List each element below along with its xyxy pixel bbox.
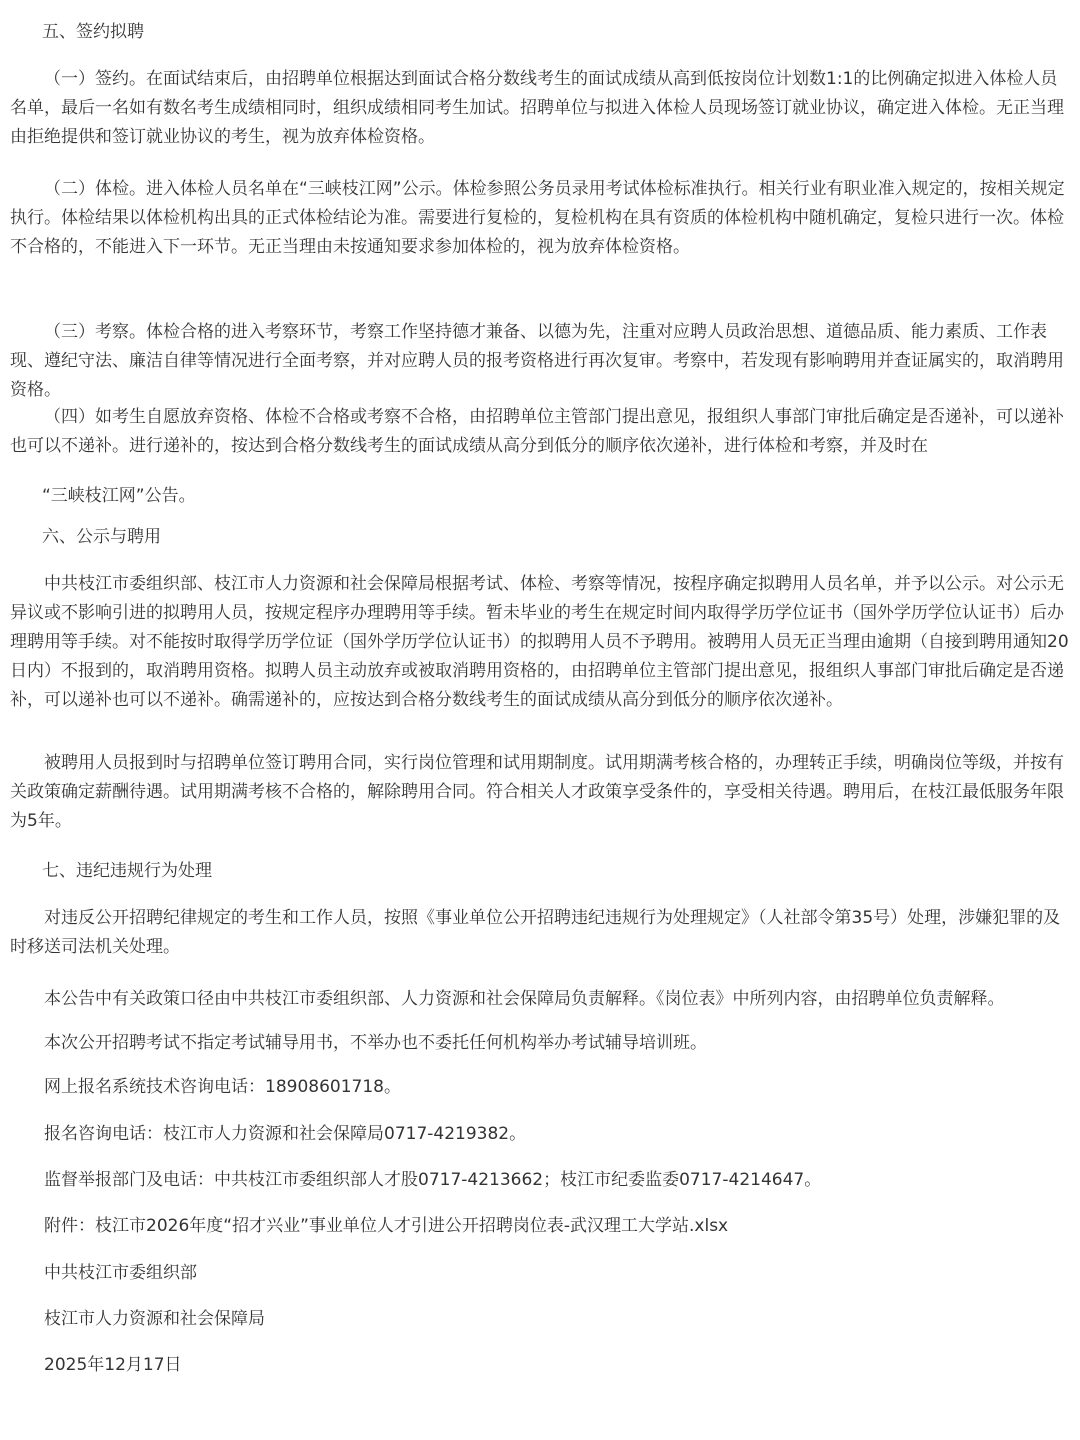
note-registration-phone: 报名咨询电话：枝江市人力资源和社会保障局0717-4219382。 <box>44 1124 527 1144</box>
section5-paragraph-signing: （一）签约。在面试结束后，由招聘单位根据达到面试合格分数线考生的面试成绩从高到低按岗位计划数1:1的比例确定拟进入体检人员名单，最后一名如有数名考生成绩相同时，组织成绩相同考生加试。招聘单位与拟进入体检人员现场签订就业协议，确定进入体检。无正当理由拒绝提供和签订就业协议的考生，视为放弃体检资格。 <box>10 69 1064 147</box>
note-supervision-phone: 监督举报部门及电话：中共枝江市委组织部人才股0717-4213662；枝江市纪委监委0717-4214647。 <box>44 1170 822 1190</box>
section6-paragraph-contract: 被聘用人员报到时与招聘单位签订聘用合同，实行岗位管理和试用期制度。试用期满考核合格的，办理转正手续，明确岗位等级，并按有关政策确定薪酬待遇。试用期满考核不合格的，解除聘用合同。符合相关人才政策享受条件的，享受相关待遇。聘用后，在枝江最低服务年限为5年。 <box>10 753 1064 831</box>
attachment-link[interactable]: 附件：枝江市2026年度“招才兴业”事业单位人才引进公开招聘岗位表-武汉理工大学站.xlsx <box>44 1216 729 1236</box>
note-policy-interpretation: 本公告中有关政策口径由中共枝江市委组织部、人力资源和社会保障局负责解释。《岗位表》中所列内容，由招聘单位负责解释。 <box>44 989 1005 1009</box>
section5-paragraph-replacement: （四）如考生自愿放弃资格、体检不合格或考察不合格，由招聘单位主管部门提出意见，报组织人事部门审批后确定是否递补，可以递补也可以不递补。进行递补的，按达到合格分数线考生的面试成绩从高分到低分的顺序依次递补，进行体检和考察，并及时在 <box>10 407 1064 456</box>
section7-heading: 七、违纪违规行为处理 <box>42 861 212 881</box>
section5-paragraph-medical-exam: （二）体检。进入体检人员名单在“三峡枝江网”公示。体检参照公务员录用考试体检标准执行。相关行业有职业准入规定的，按相关规定执行。体检结果以体检机构出具的正式体检结论为准。需要进行复检的，复检机构在具有资质的体检机构中随机确定，复检只进行一次。体检不合格的，不能进入下一环节。无正当理由未按通知要求参加体检的，视为放弃体检资格。 <box>10 179 1065 257</box>
signature-date: 2025年12月17日 <box>44 1355 182 1375</box>
section6-paragraph-publicity: 中共枝江市委组织部、枝江市人力资源和社会保障局根据考试、体检、考察等情况，按程序确定拟聘用人员名单，并予以公示。对公示无异议或不影响引进的拟聘用人员，按规定程序办理聘用等手续。暂未毕业的考生在规定时间内取得学历学位证书（国外学历学位认证书）后办理聘用等手续。对不能按时取得学历学位证（国外学历学位认证书）的拟聘用人员不予聘用。被聘用人员无正当理由逾期（自接到聘用通知20日内）不报到的，取消聘用资格。拟聘人员主动放弃或被取消聘用资格的，由招聘单位主管部门提出意见，报组织人事部门审批后确定是否递补，可以递补也可以不递补。确需递补的，应按达到合格分数线考生的面试成绩从高分到低分的顺序依次递补。 <box>10 574 1069 710</box>
section5-paragraph-replacement-cont: “三峡枝江网”公告。 <box>42 486 196 506</box>
note-tech-phone: 网上报名系统技术咨询电话：18908601718。 <box>44 1077 401 1097</box>
signature-org-2: 枝江市人力资源和社会保障局 <box>44 1309 265 1329</box>
note-no-tutoring: 本次公开招聘考试不指定考试辅导用书，不举办也不委托任何机构举办考试辅导培训班。 <box>44 1033 707 1053</box>
section5-paragraph-inspection: （三）考察。体检合格的进入考察环节，考察工作坚持德才兼备、以德为先，注重对应聘人员政治思想、道德品质、能力素质、工作表现、遵纪守法、廉洁自律等情况进行全面考察，并对应聘人员的报考资格进行再次复审。考察中，若发现有影响聘用并查证属实的，取消聘用资格。 <box>10 322 1064 400</box>
section6-heading: 六、公示与聘用 <box>42 527 161 547</box>
section5-heading: 五、签约拟聘 <box>42 22 144 42</box>
section7-paragraph-discipline: 对违反公开招聘纪律规定的考生和工作人员，按照《事业单位公开招聘违纪违规行为处理规定》（人社部令第35号）处理，涉嫌犯罪的及时移送司法机关处理。 <box>10 908 1061 957</box>
signature-org-1: 中共枝江市委组织部 <box>44 1263 197 1283</box>
